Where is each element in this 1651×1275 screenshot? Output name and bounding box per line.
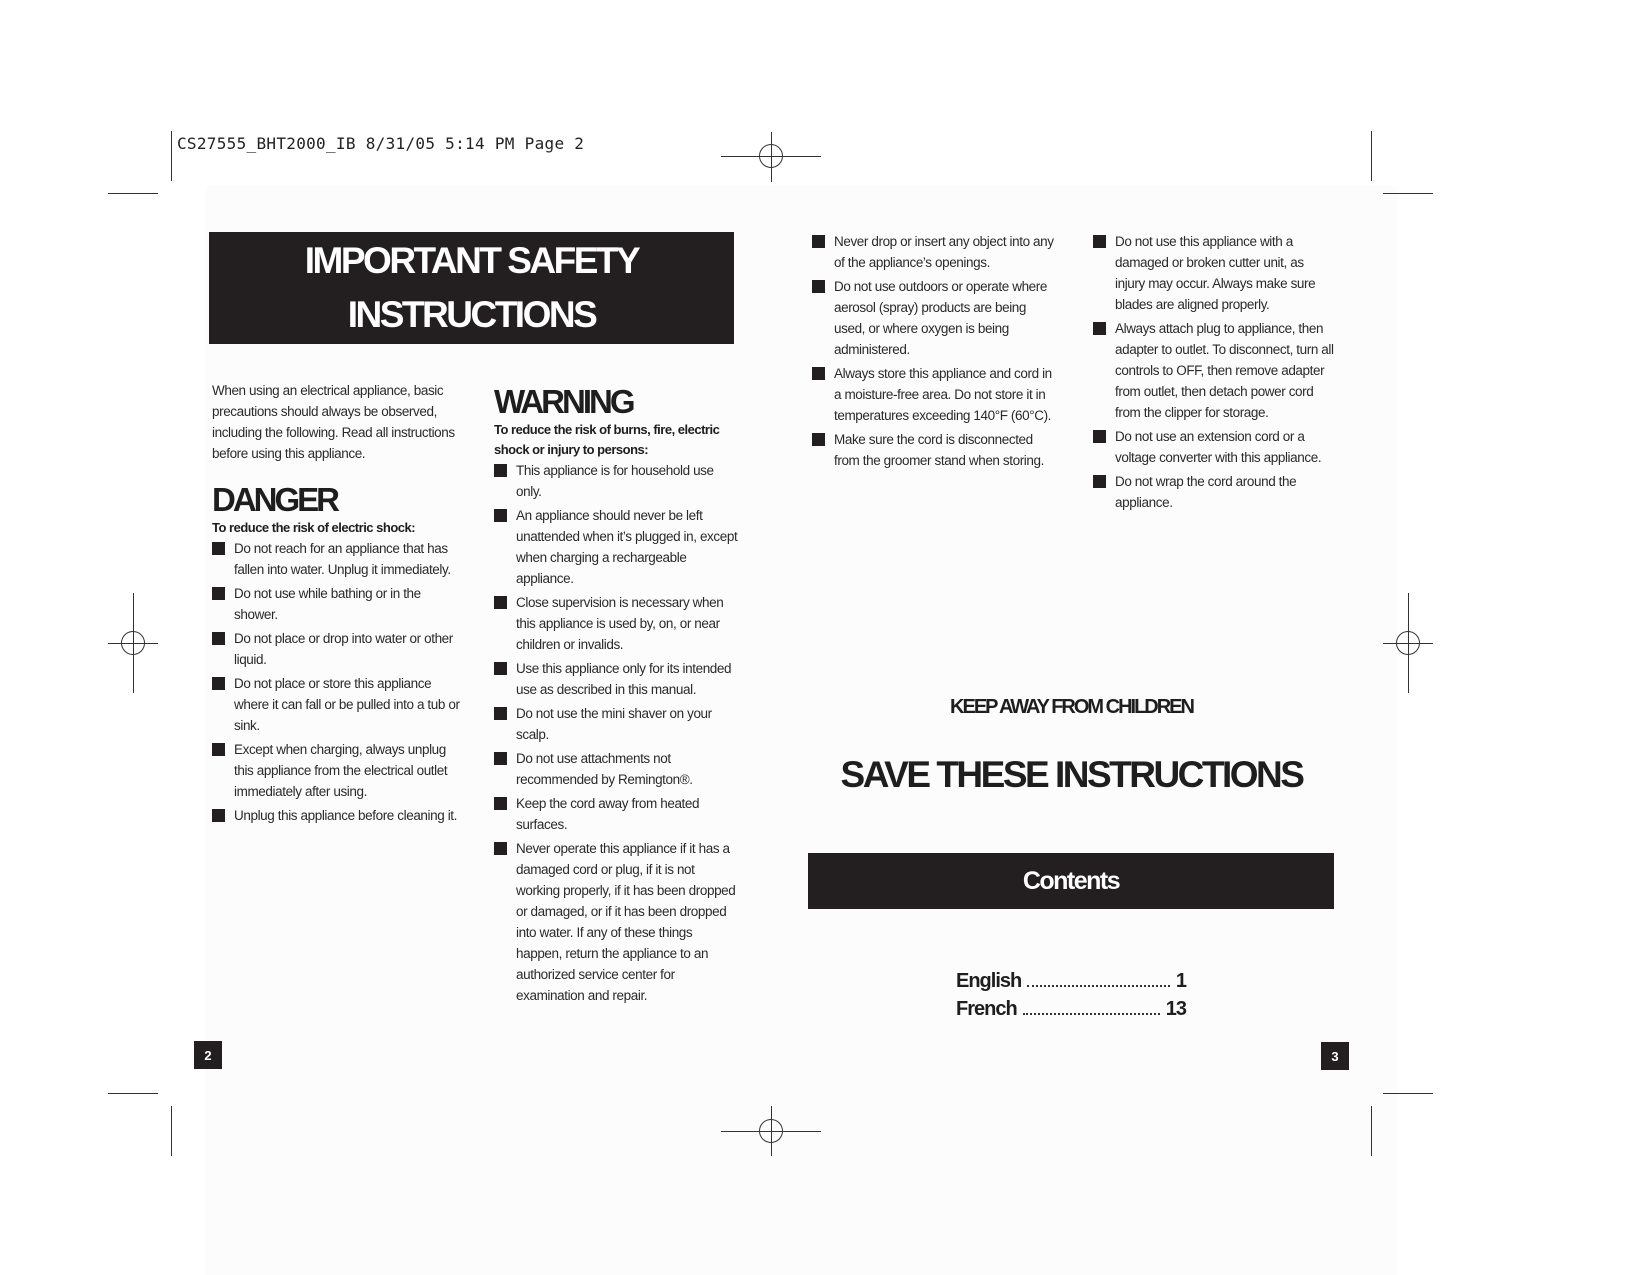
title-line-1: IMPORTANT SAFETY — [304, 240, 639, 281]
toc-leader — [1023, 1013, 1160, 1015]
danger-list — [212, 538, 460, 826]
crop-mark — [1371, 131, 1372, 181]
toc-page: 1 — [1175, 970, 1186, 992]
registration-circle — [121, 631, 145, 655]
right-column-1 — [812, 231, 1060, 474]
list-item: Never drop or insert any object into any of the appliance’s openings. — [812, 231, 1060, 273]
toc-label: French — [956, 998, 1017, 1020]
crop-mark — [171, 131, 172, 181]
right-list-1 — [812, 231, 1060, 471]
list-item: Do not use an extension cord or a voltage converter with this appliance. — [1093, 426, 1335, 468]
page-number-left: 2 — [194, 1041, 222, 1069]
list-item: Do not use this appliance with a damaged or broken cutter unit, as injury may occur. Always make sure blades are aligned properly. — [1093, 231, 1335, 315]
toc-entry[interactable] — [956, 970, 1186, 998]
list-item: Make sure the cord is disconnected from the groomer stand when storing. — [812, 429, 1060, 471]
list-item: Close supervision is necessary when this appliance is used by, on, or near children or invalids. — [494, 592, 740, 655]
list-item: Do not place or drop into water or other liquid. — [212, 628, 460, 670]
crop-mark — [108, 1093, 158, 1094]
crop-mark — [1383, 193, 1433, 194]
list-item: Never operate this appliance if it has a damaged cord or plug, if it is not working properly, if it has been dropped or damaged, or if it has been dropped into water. If any of these things happen, return the appliance to an authorized service center for examination and repair. — [494, 838, 740, 1006]
list-item: Do not reach for an appliance that has fallen into water. Unplug it immediately. — [212, 538, 460, 580]
contents-title: Contents — [1022, 866, 1120, 895]
contents-banner — [808, 853, 1334, 909]
registration-circle — [1396, 631, 1420, 655]
warning-heading: WARNING — [494, 383, 633, 420]
warning-list — [494, 460, 740, 1006]
warning-column — [494, 384, 740, 1009]
list-item: Do not use outdoors or operate where aerosol (spray) products are being used, or where oxygen is being administered. — [812, 276, 1060, 360]
registration-circle — [759, 1119, 783, 1143]
crop-mark — [1383, 1093, 1433, 1094]
left-column — [212, 380, 460, 829]
list-item: Do not wrap the cord around the appliance. — [1093, 471, 1335, 513]
list-item: Do not use the mini shaver on your scalp. — [494, 703, 740, 745]
registration-circle — [759, 144, 783, 168]
print-slug: CS27555_BHT2000_IB 8/31/05 5:14 PM Page 2 — [177, 134, 585, 153]
danger-heading: DANGER — [212, 481, 338, 518]
crop-mark — [171, 1106, 172, 1156]
intro-text: When using an electrical appliance, basic precautions should always be observed, including the following. Read all instructions before using this appliance. — [212, 383, 455, 461]
list-item: Always attach plug to appliance, then adapter to outlet. To disconnect, turn all controls to OFF, then remove adapter from outlet, then detach power cord from the clipper for storage. — [1093, 318, 1335, 423]
warning-subheading: To reduce the risk of burns, fire, electric shock or injury to persons: — [494, 422, 720, 457]
list-item: This appliance is for household use only. — [494, 460, 740, 502]
list-item: Use this appliance only for its intended use as described in this manual. — [494, 658, 740, 700]
crop-mark — [1371, 1106, 1372, 1156]
keep-away-heading: KEEP AWAY FROM CHILDREN — [950, 696, 1193, 718]
list-item: Except when charging, always unplug this appliance from the electrical outlet immediately after using. — [212, 739, 460, 802]
list-item: Keep the cord away from heated surfaces. — [494, 793, 740, 835]
page-number-right: 3 — [1321, 1042, 1349, 1070]
crop-mark — [108, 193, 158, 194]
list-item: Do not place or store this appliance where it can fall or be pulled into a tub or sink. — [212, 673, 460, 736]
list-item: Do not use attachments not recommended by Remington®. — [494, 748, 740, 790]
list-item: Unplug this appliance before cleaning it. — [212, 805, 460, 826]
list-item: Always store this appliance and cord in a moisture-free area. Do not store it in temperatures exceeding 140°F (60°C). — [812, 363, 1060, 426]
toc-label: English — [956, 970, 1022, 992]
danger-subheading: To reduce the risk of electric shock: — [212, 520, 416, 535]
right-column-2 — [1093, 231, 1335, 516]
toc-entry[interactable] — [956, 998, 1186, 1026]
right-list-2 — [1093, 231, 1335, 513]
table-of-contents — [956, 970, 1186, 1026]
list-item: An appliance should never be left unattended when it’s plugged in, except when charging a rechargeable appliance. — [494, 505, 740, 589]
toc-page: 13 — [1165, 998, 1186, 1020]
toc-leader — [1027, 985, 1170, 987]
title-line-2: INSTRUCTIONS — [347, 294, 596, 335]
title-banner — [209, 232, 734, 344]
save-instructions-heading: SAVE THESE INSTRUCTIONS — [840, 754, 1303, 795]
list-item: Do not use while bathing or in the shower. — [212, 583, 460, 625]
